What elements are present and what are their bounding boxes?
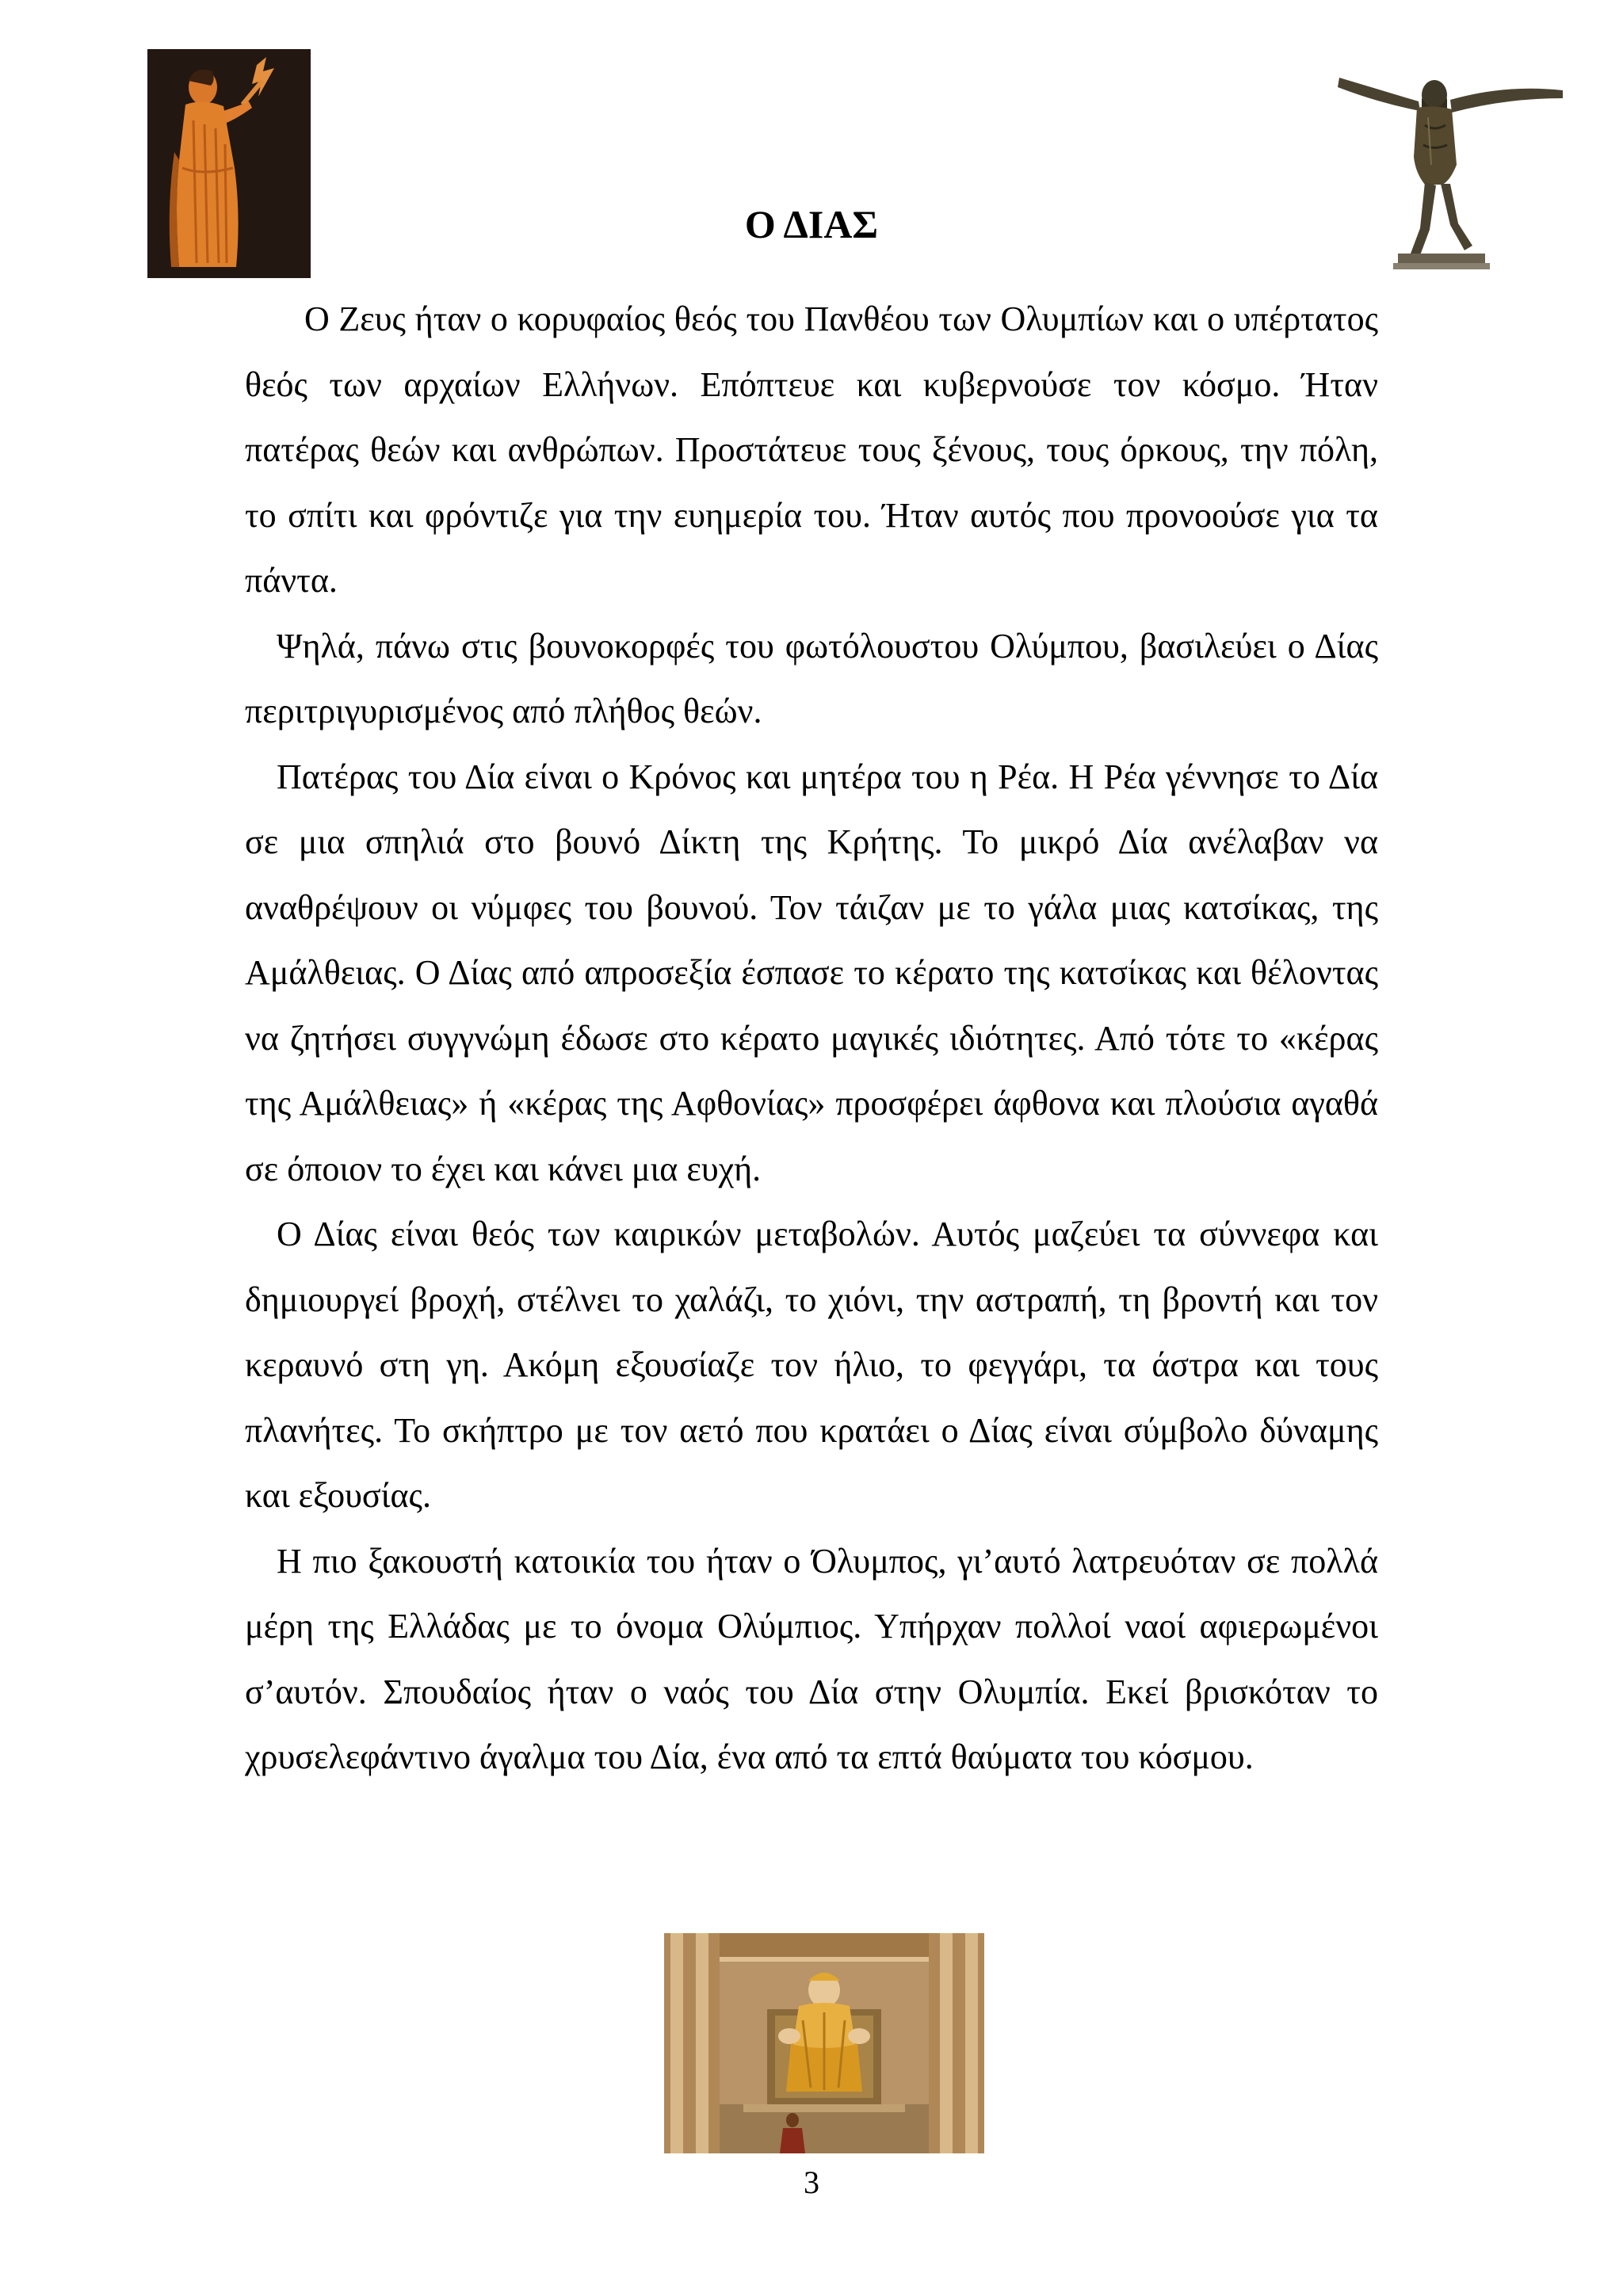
paragraph-olympus: Ψηλά, πάνω στις βουνοκορφές του φωτόλουστου Ολύμπου, βασιλεύει ο Δίας περιτριγυρισμένος από πλήθος θεών. bbox=[245, 626, 1378, 730]
article-body bbox=[245, 287, 1378, 1791]
zeus-olympia-statue-image bbox=[664, 1933, 984, 2153]
page-number: 3 bbox=[804, 2164, 819, 2200]
paragraph-weather: Ο Δίας είναι θεός των καιρικών μεταβολών. Αυτός μαζεύει τα σύννεφα και δημιουργεί βροχή, στέλνει το χαλάζι, το χιόνι, την αστραπή, τη βροντή και τον κεραυνό στη γη. Ακόμη εξουσίαζε τον ήλιο, το φεγγάρι, τα άστρα και τους πλανήτες. Το σκήπτρο με τον αετό που κρατάει ο Δίας είναι σύμβολο δύναμης και εξουσίας. bbox=[245, 1215, 1378, 1515]
paragraph-intro: Ο Ζευς ήταν ο κορυφαίος θεός του Πανθέου των Ολυμπίων και ο υπέρτατος θεός των αρχαίων Ελλήνων. Επόπτευε και κυβερνούσε τον κόσμο. Ήταν πατέρας θεών και ανθρώπων. Προστάτευε τους ξένους, τους όρκους, την πόλη, το σπίτι και φρόντιζε για την ευημερία του. Ήταν αυτός που προνοούσε για τα πάντα. bbox=[245, 299, 1378, 600]
page-title: Ο ΔΙΑΣ bbox=[744, 202, 879, 246]
paragraph-worship: Η πιο ξακουστή κατοικία του ήταν ο Όλυμπος, γι’αυτό λατρευόταν σε πολλά μέρη της Ελλάδας με το όνομα Ολύμπιος. Υπήρχαν πολλοί ναοί αφιερωμένοι σ’αυτόν. Σπουδαίος ήταν ο ναός του Δία στην Ολυμπία. Εκεί βρισκόταν το χρυσελεφάντινο άγαλμα του Δία, ένα από τα επτά θαύματα του κόσμου. bbox=[245, 1541, 1378, 1776]
paragraph-birth: Πατέρας του Δία είναι ο Κρόνος και μητέρα του η Ρέα. Η Ρέα γέννησε το Δία σε μια σπηλιά στο βουνό Δίκτη της Κρήτης. Το μικρό Δία ανέλαβαν να αναθρέψουν οι νύμφες του βουνού. Τον τάιζαν με το γάλα μιας κατσίκας, της Αμάλθειας. Ο Δίας από απροσεξία έσπασε το κέρατο της κατσίκας και θέλοντας να ζητήσει συγγνώμη έδωσε στο κέρατο μαγικές ιδιότητες. Από τότε το «κέρας της Αμάλθειας» ή «κέρας της Αφθονίας» προσφέρει άφθονα και πλούσια αγαθά σε όποιον το έχει και κάνει μια ευχή. bbox=[245, 757, 1378, 1188]
